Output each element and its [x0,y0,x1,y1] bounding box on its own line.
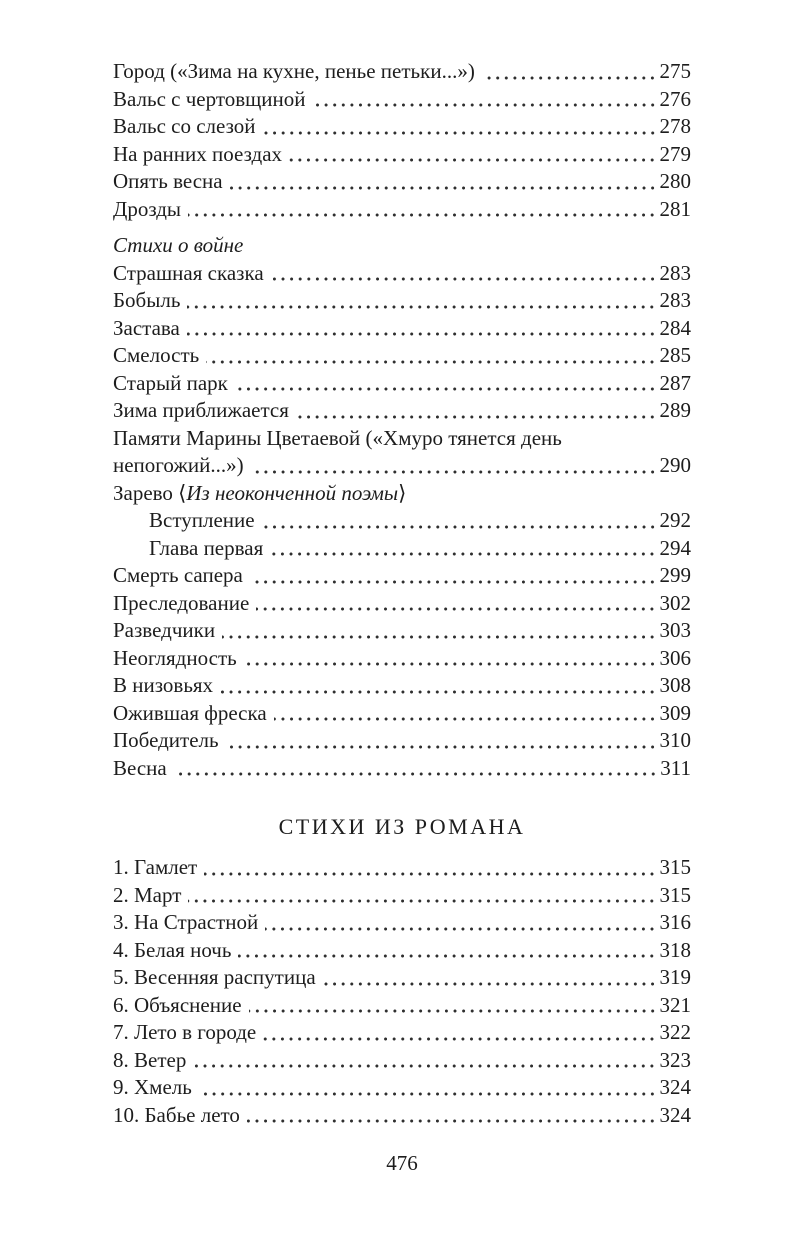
toc-entry-title: Вступление [149,508,255,532]
dot-leader [289,141,656,169]
dot-leader [193,1047,656,1075]
dot-leader [235,370,657,398]
toc-entry-title: Город («Зима на кухне, пенье петьки...») [113,59,475,83]
dot-leader [174,755,658,783]
table-of-contents [113,58,691,1129]
toc-entry [113,342,691,370]
dot-leader [220,672,656,700]
dot-leader [230,168,657,196]
toc-entry [113,755,691,783]
toc-entry-title: Опять весна [113,169,223,193]
page-number: 476 [386,1151,418,1175]
toc-entry [113,700,691,728]
toc-entry-title: 1. Гамлет [113,855,198,879]
toc-entry-title: Дрозды [113,196,182,221]
toc-entry-title: Неоглядность [113,645,237,670]
toc-entry-page: 306 [659,645,691,670]
toc-entry-page: 287 [659,370,691,395]
toc-entry-page: 324 [659,1075,691,1099]
toc-entry-page: 299 [659,563,691,587]
toc-entry [113,1019,691,1047]
dot-leader [263,113,657,141]
toc-entry-title: 10. Бабье лето [113,1102,240,1127]
toc-entry-title: Победитель [113,728,219,752]
dot-leader [262,507,657,535]
toc-entry-page: 318 [659,937,691,962]
dot-leader [313,86,657,114]
toc-entry-page: 315 [659,882,691,907]
toc-entry-page: 308 [659,673,691,697]
dot-leader [249,992,657,1020]
toc-entry [113,645,691,673]
toc-entry [113,232,691,260]
toc-entry-title: 4. Белая ночь [113,937,232,962]
toc-entry-page: 302 [659,590,691,615]
toc-entry [113,370,691,398]
toc-entry [113,287,691,315]
toc-entry-title: Зима приближается [113,398,289,422]
toc-entry-page: 311 [660,755,691,780]
dot-leader [265,909,656,937]
toc-entry-page: 303 [659,618,691,642]
toc-entry [113,452,691,480]
toc-entry [113,480,691,508]
toc-entry [113,882,691,910]
dot-leader [251,452,657,480]
toc-entry-page: 281 [659,196,691,221]
toc-entry-title: На ранних поездах [113,141,283,166]
toc-entry [113,590,691,618]
dot-leader [256,590,656,618]
toc-entry [113,113,691,141]
dot-leader [222,617,656,645]
toc-entry-page: 290 [659,453,691,477]
dot-leader [226,727,657,755]
toc-entry [113,141,691,169]
toc-entry [113,992,691,1020]
toc-entry [113,1074,691,1102]
toc-entry-page: 283 [659,260,691,285]
toc-entry-title: Памяти Марины Цветаевой («Хмуро тянется день [113,425,562,450]
toc-entry-title: 2. Март [113,882,182,907]
toc-entry-page: 294 [659,535,691,560]
toc-entry [113,617,691,645]
toc-entry-title: В низовьях [113,673,214,697]
dot-leader [188,882,656,910]
toc-entry [113,1047,691,1075]
toc-entry-page: 279 [659,141,691,166]
toc-entry-page: 283 [659,288,691,312]
toc-entry-title: Преследование [113,590,250,615]
toc-entry [113,315,691,343]
toc-entry-page: 292 [659,508,691,532]
toc-entry [113,937,691,965]
toc-entry-title: Застава [113,315,180,340]
toc-entry [113,507,691,535]
toc-entry-page: 276 [659,86,691,111]
toc-entry-title: Старый парк [113,370,228,395]
toc-entry-title: 7. Лето в городе [113,1020,257,1044]
toc-entry-title: Весна [113,755,167,780]
dot-leader [270,535,656,563]
dot-leader [271,260,657,288]
dot-leader [296,397,657,425]
dot-leader [187,315,657,343]
toc-entry [113,1102,691,1130]
toc-entry-title: Смерть сапера [113,563,243,587]
dot-leader [188,196,656,224]
toc-entry-page: 285 [659,343,691,367]
toc-entry-page: 289 [659,398,691,422]
toc-entry [113,909,691,937]
toc-entry [113,196,691,224]
toc-entry [113,727,691,755]
toc-entry-page: 309 [659,700,691,725]
toc-entry-page: 284 [659,315,691,340]
toc-entry [113,425,691,453]
toc-entry-page: 275 [659,59,691,83]
toc-entry-title: 9. Хмель [113,1075,192,1099]
toc-entry [113,58,691,86]
toc-entry-page: 316 [659,910,691,934]
toc-entry-title: 5. Весенняя распутица [113,965,316,989]
section-heading: СТИХИ ИЗ РОМАНА [278,814,526,839]
toc-entry-title: Страшная сказка [113,260,264,285]
toc-entry-page: 315 [659,855,691,879]
toc-entry [113,86,691,114]
dot-leader [482,58,657,86]
dot-leader [247,1102,657,1130]
toc-section [113,58,691,223]
dot-leader [274,700,657,728]
toc-entry-title: 8. Ветер [113,1047,187,1072]
dot-leader [199,1074,657,1102]
dot-leader [323,964,657,992]
toc-entry [113,964,691,992]
toc-entry-page: 323 [659,1047,691,1072]
toc-entry-page: 278 [659,114,691,138]
toc-entry-page: 324 [659,1102,691,1127]
toc-entry-title: Глава первая [149,535,264,560]
toc-entry-title: Смелость [113,343,200,367]
dot-leader [263,1019,656,1047]
toc-entry-page: 310 [659,728,691,752]
dot-leader [238,937,656,965]
toc-entry-page: 319 [659,965,691,989]
toc-entry [113,562,691,590]
toc-entry [113,535,691,563]
toc-entry-title: Разведчики [113,618,216,642]
toc-entry-title: Бобыль [113,288,181,312]
toc-entry-title: Вальс со слезой [113,114,256,138]
toc-entry-title: непогожий...») [113,453,244,477]
dot-leader [204,854,656,882]
toc-entry-title: 6. Объяснение [113,992,242,1017]
toc-entry [113,168,691,196]
dot-leader [244,645,657,673]
toc-entry-title: Стихи о войне [113,233,244,257]
toc-entry [113,260,691,288]
toc-entry-title: Зарево ⟨Из неоконченной поэмы⟩ [113,480,407,505]
toc-entry-page: 321 [659,992,691,1017]
toc-entry [113,854,691,882]
toc-entry-title: 3. На Страстной [113,910,259,934]
dot-leader [187,287,656,315]
toc-entry-title: Ожившая фреска [113,700,267,725]
dot-leader [250,562,657,590]
toc-entry [113,397,691,425]
toc-section [113,812,691,1129]
toc-section [113,232,691,782]
toc-entry-page: 322 [659,1020,691,1044]
toc-entry-title: Вальс с чертовщиной [113,86,306,111]
toc-entry [113,672,691,700]
dot-leader [206,342,656,370]
toc-entry-page: 280 [659,169,691,193]
